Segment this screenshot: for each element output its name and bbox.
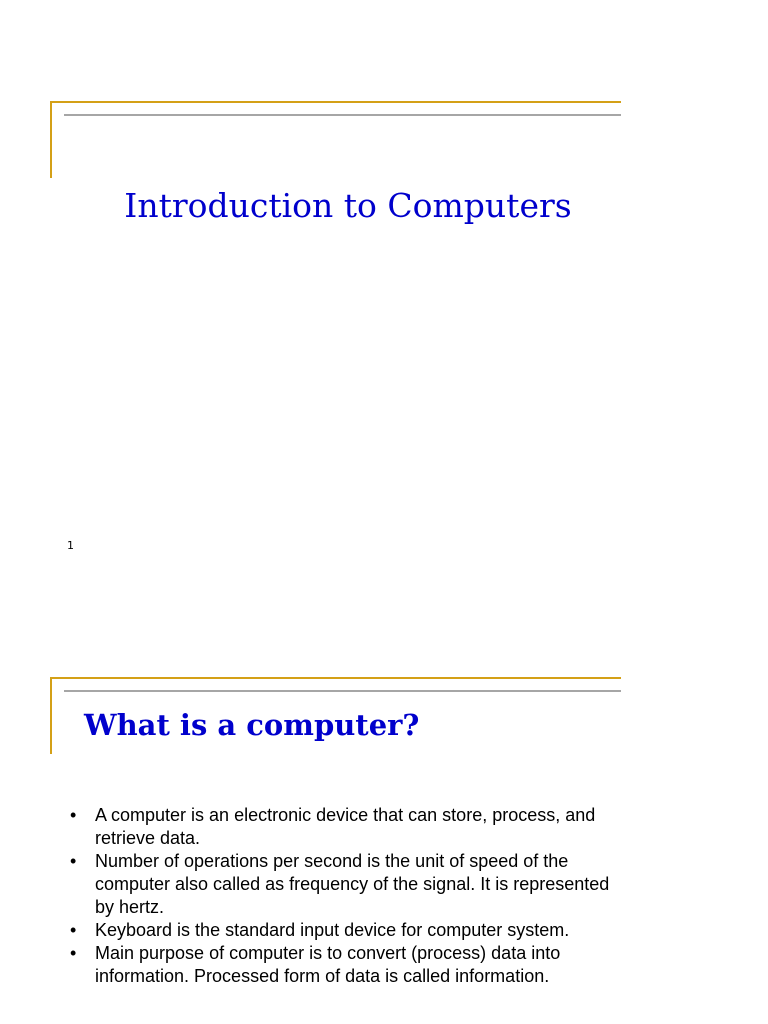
- bullet-icon: •: [70, 805, 77, 825]
- frame-rule: [64, 114, 621, 116]
- slide-title: Introduction to Computers: [124, 186, 572, 225]
- bullet-icon: •: [70, 851, 77, 871]
- list-item: [70, 850, 610, 919]
- bullet-list: [70, 804, 610, 988]
- frame-top-border: [50, 677, 621, 679]
- frame-rule: [64, 690, 621, 692]
- list-item: [70, 919, 610, 942]
- frame-left-border: [50, 677, 52, 754]
- slide-title: What is a computer?: [84, 708, 420, 742]
- bullet-icon: •: [70, 943, 77, 963]
- frame-top-border: [50, 101, 621, 103]
- bullet-text: A computer is an electronic device that can store, process, and retrieve data.: [95, 805, 596, 848]
- page-number: 1: [67, 539, 74, 552]
- list-item: [70, 942, 610, 988]
- frame-left-border: [50, 101, 52, 178]
- bullet-text: Number of operations per second is the unit of speed of the computer also called as frequency of the signal. It is represented by hertz.: [95, 851, 610, 917]
- slide-2: [0, 576, 768, 1024]
- bullet-text: Keyboard is the standard input device for computer system.: [95, 920, 570, 940]
- bullet-icon: •: [70, 920, 77, 940]
- bullet-text: Main purpose of computer is to convert (process) data into information. Processed form of data is called information.: [95, 943, 561, 986]
- list-item: [70, 804, 610, 850]
